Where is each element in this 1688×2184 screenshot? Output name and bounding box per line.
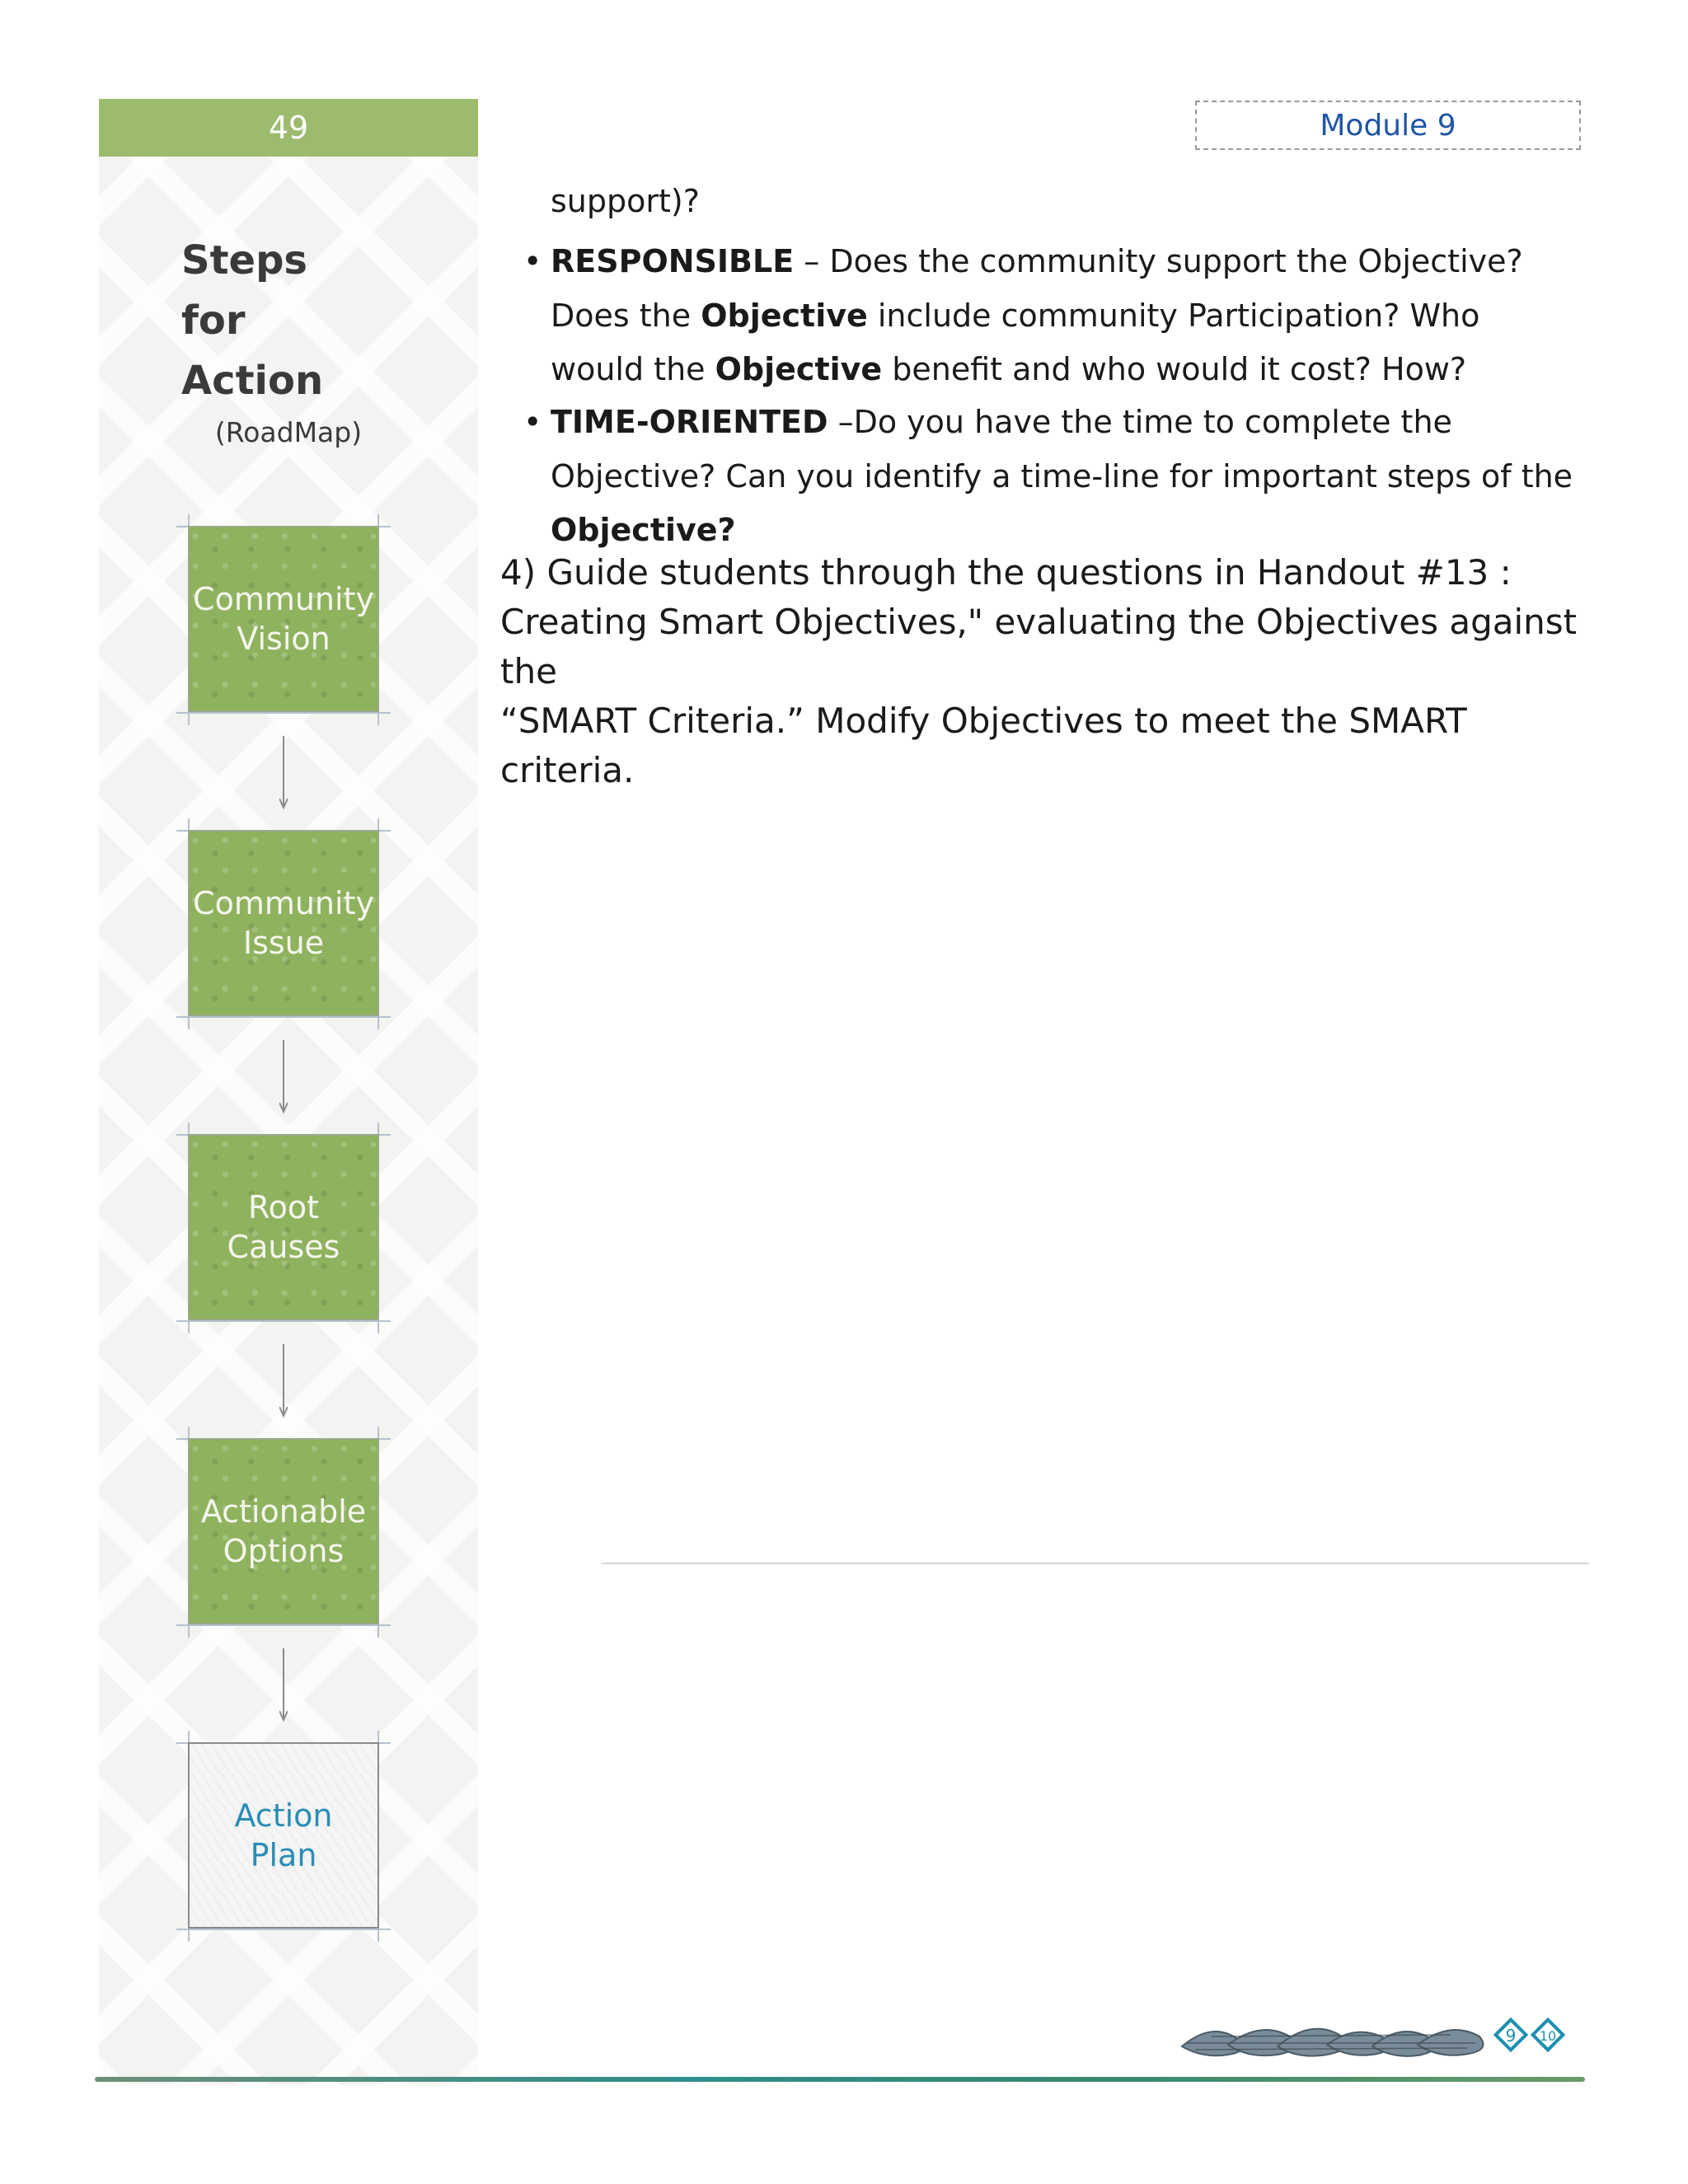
bullet-text: benefit and who would it cost? How? [882, 351, 1467, 387]
step-4-line: 4) Guide students through the questions in Handout #13 : [500, 552, 1512, 593]
step-label-line1: Root [247, 1189, 320, 1226]
step-community-issue [188, 830, 379, 1016]
arrow-down-icon [279, 1648, 288, 1722]
badge-number: 10 [1539, 2028, 1557, 2044]
title-line-for: for [181, 298, 246, 344]
step-action-plan [188, 1742, 379, 1929]
bullet-dot-icon: • [523, 243, 542, 279]
bullet-bold: Objective? [551, 512, 736, 548]
steps-for-action-title [181, 231, 429, 411]
bullet-body [551, 396, 1581, 558]
crop-mark [176, 712, 391, 714]
bullet-text: –Do you have the time to complete the Objective? Can you identify a time-line for important steps of the [551, 404, 1573, 494]
step-label-line1: Action [234, 1797, 333, 1834]
step-label-line2: Vision [237, 621, 331, 657]
arrow-down-icon [279, 1344, 288, 1418]
divider [602, 1563, 1589, 1564]
crop-mark [176, 1016, 391, 1018]
bullet-term: TIME-ORIENTED [551, 404, 828, 440]
title-line-steps: Steps [181, 237, 307, 284]
bullet-body [551, 235, 1581, 397]
step-4-paragraph [500, 548, 1605, 795]
progress-steps-icon [1179, 2013, 1582, 2063]
step-label-line2: Plan [250, 1837, 317, 1873]
footer-rule [95, 2077, 1585, 2082]
page-number-tab [99, 99, 478, 157]
bullet-text: include community Participation? Who would the [551, 297, 1480, 387]
step-label-line2: Causes [227, 1229, 340, 1265]
step-4-line: “SMART Criteria.” Modify Objectives to meet the SMART criteria. [500, 701, 1467, 790]
step-label-line1: Community [193, 581, 374, 617]
bullet-text: – Does the community support the Objective? Does the [551, 243, 1523, 334]
bullet-term: RESPONSIBLE [551, 243, 795, 279]
arrow-down-icon [279, 1040, 288, 1114]
step-label-line1: Community [193, 885, 374, 921]
bullet-bold: Objective [715, 351, 883, 387]
step-actionable-options [188, 1438, 379, 1624]
badge-number: 9 [1505, 2026, 1517, 2046]
arrow-down-icon [279, 736, 288, 810]
step-community-vision [188, 526, 379, 712]
roadmap-subtitle: (RoadMap) [214, 416, 363, 448]
bullet-bold: Objective [701, 297, 868, 334]
module-label-box [1195, 101, 1581, 150]
step-label-line2: Options [223, 1533, 345, 1569]
module-progress-badges [1179, 2013, 1582, 2063]
module-label: Module 9 [1320, 108, 1456, 143]
step-4-line: Creating Smart Objectives," evaluating the Objectives against the [500, 602, 1578, 691]
title-line-action: Action [181, 358, 324, 404]
step-label-line2: Issue [242, 925, 325, 961]
step-root-causes [188, 1134, 379, 1320]
step-label-line1: Actionable [200, 1493, 367, 1530]
continuation-text: support)? [551, 183, 700, 219]
bullet-dot-icon: • [523, 404, 542, 440]
crop-mark [176, 1929, 391, 1930]
crop-mark [176, 1624, 391, 1626]
page-number: 49 [268, 110, 309, 146]
crop-mark [176, 1320, 391, 1322]
